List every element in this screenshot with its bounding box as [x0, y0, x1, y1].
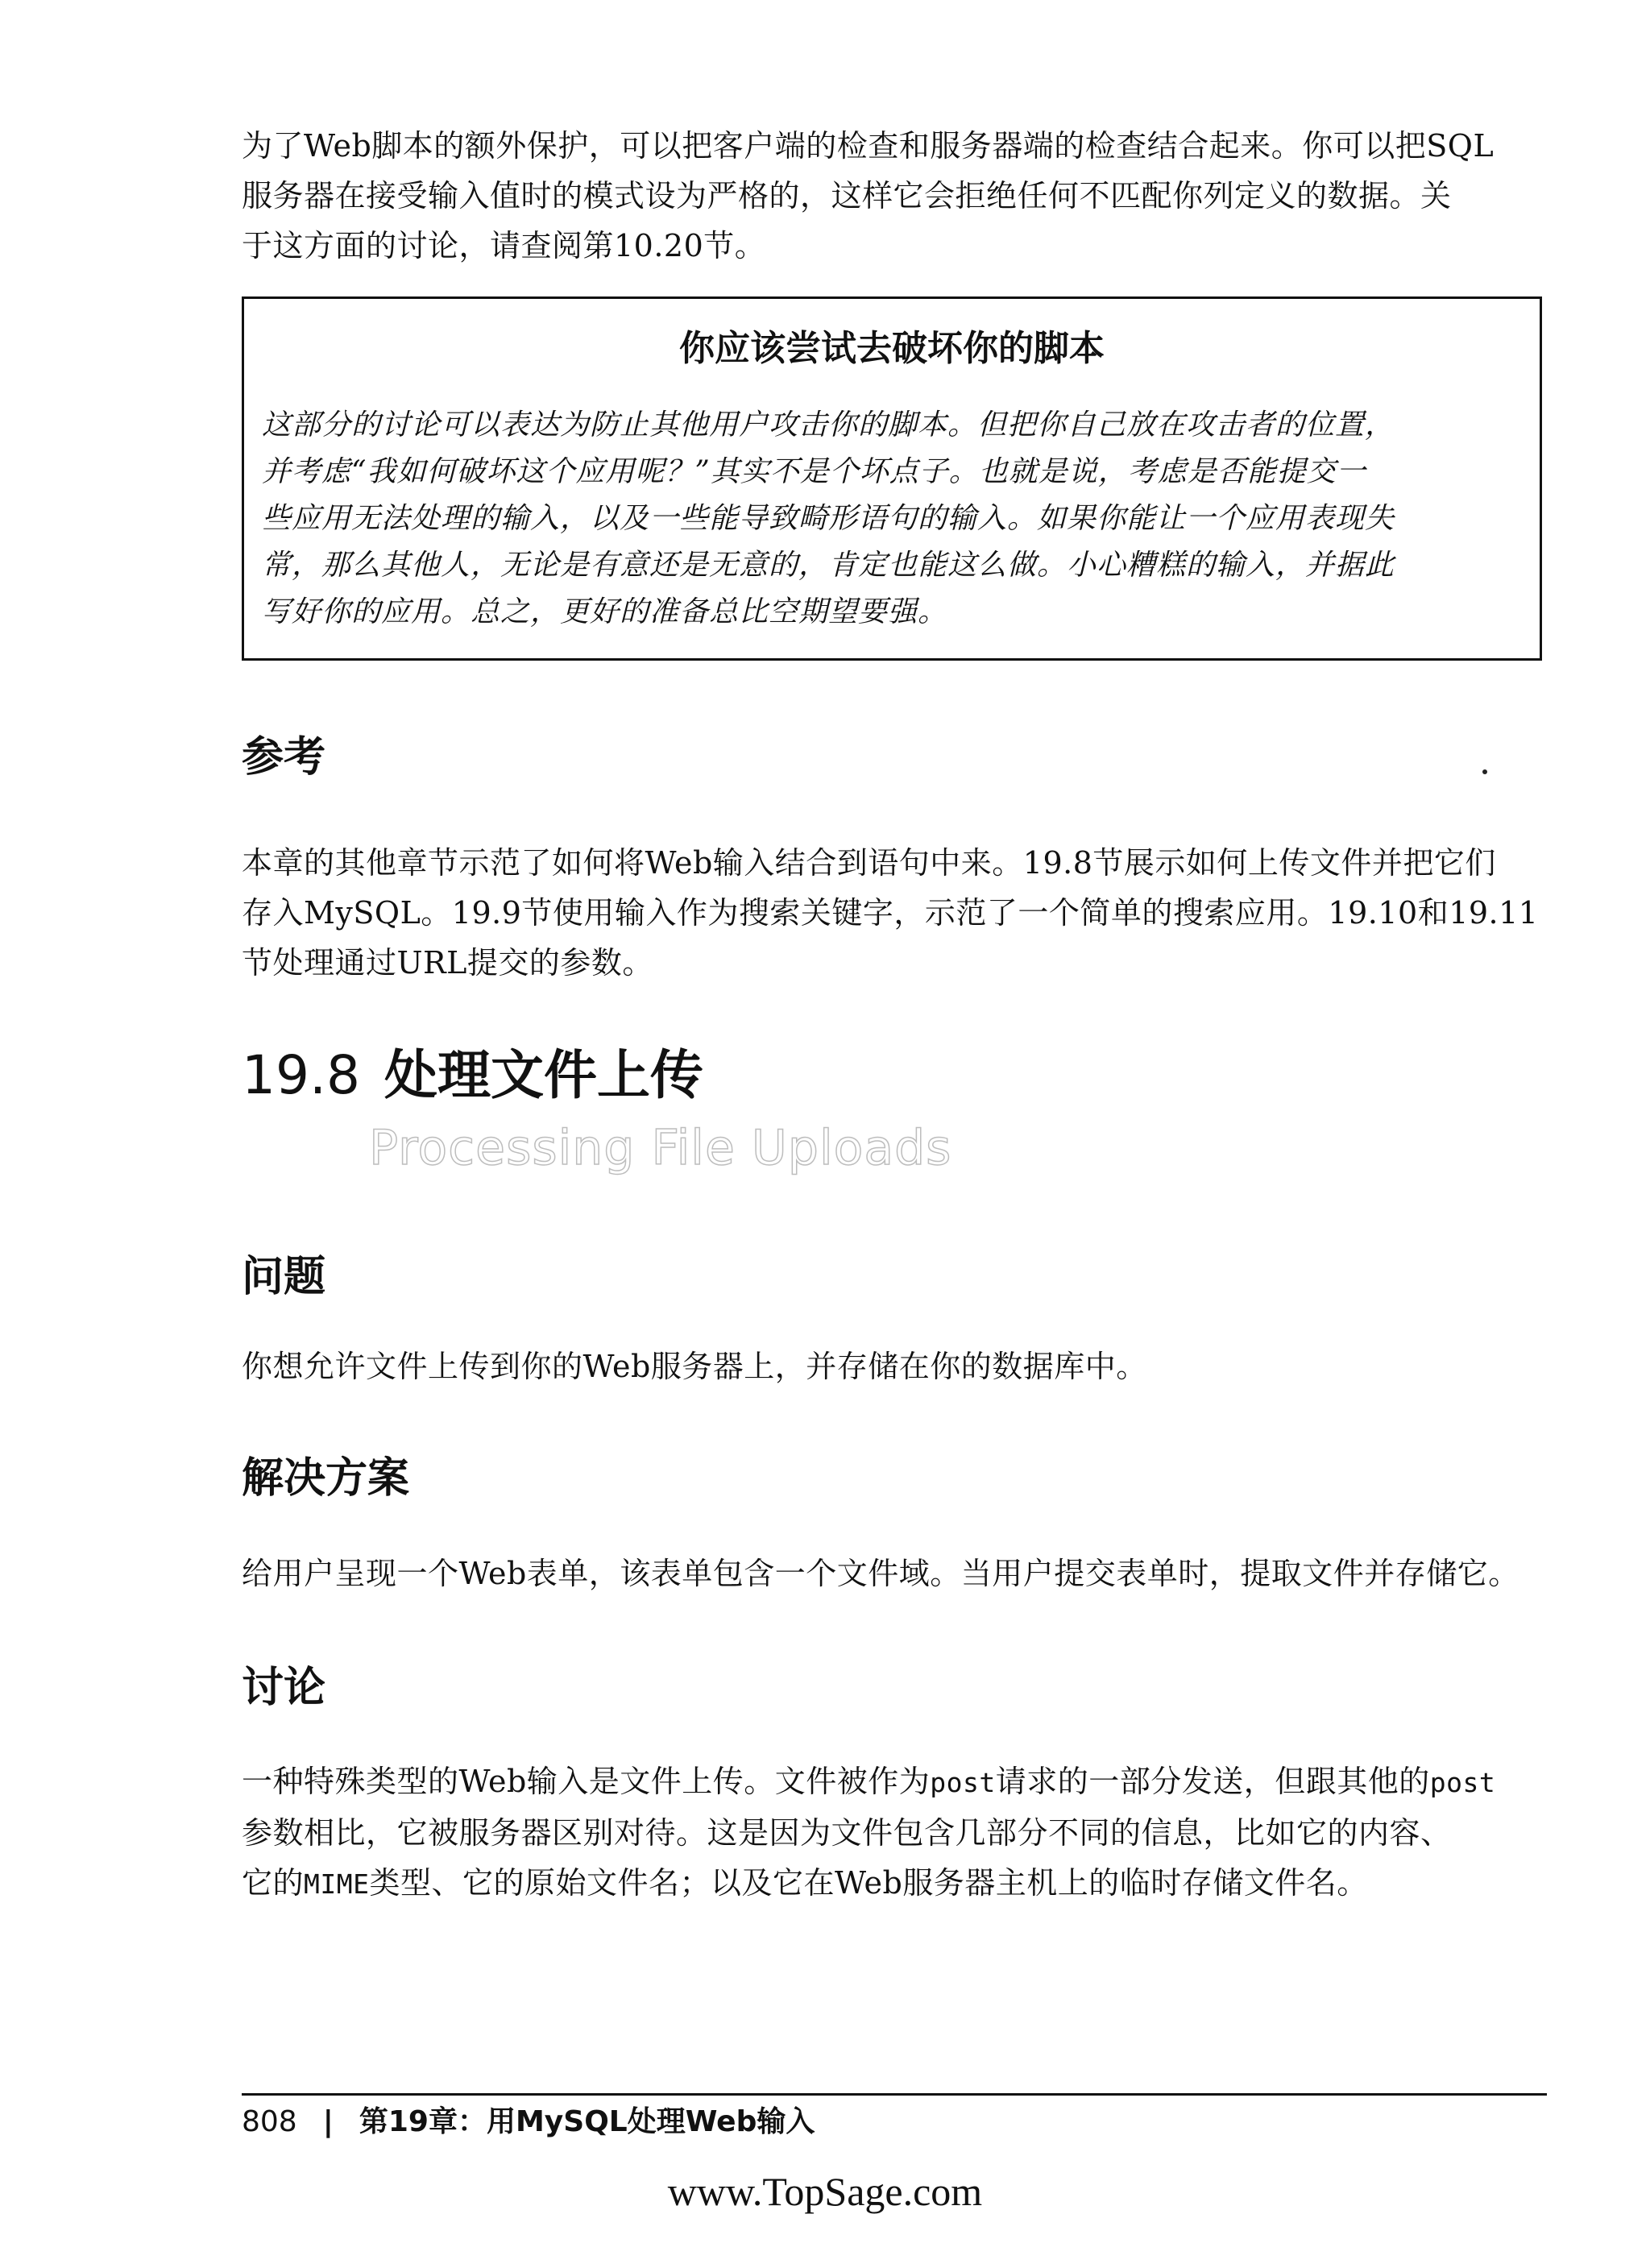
code-mime: MIME: [304, 1868, 370, 1900]
problem-paragraph: [242, 1341, 1547, 1391]
discussion-heading: 讨论: [242, 1664, 326, 1712]
page-number: 808: [242, 2105, 297, 2138]
discussion-line-1-a: 一种特殊类型的Web输入是文件上传。文件被作为: [242, 1764, 931, 1799]
sidebar-line-1: 这部分的讨论可以表达为防止其他用户攻击你的脚本。但把你自己放在攻击者的位置，: [262, 408, 1395, 442]
sidebar-body: [262, 402, 1524, 636]
reference-line-1: 本章的其他章节示范了如何将Web输入结合到语句中来。19.8节展示如何上传文件并把它们: [242, 845, 1496, 881]
footer-separator: |: [322, 2105, 334, 2138]
sidebar-line-3: 些应用无法处理的输入，以及一些能导致畸形语句的输入。如果你能让一个应用表现失: [262, 502, 1395, 535]
solution-text: 给用户呈现一个Web表单，该表单包含一个文件域。当用户提交表单时，提取文件并存储它。: [242, 1556, 1519, 1591]
sidebar-title: 你应该尝试去破坏你的脚本: [679, 328, 1105, 369]
problem-heading: 问题: [242, 1253, 326, 1301]
solution-heading: 解决方案: [242, 1454, 410, 1503]
problem-text: 你想允许文件上传到你的Web服务器上，并存储在你的数据库中。: [242, 1349, 1147, 1384]
discussion-line-1: [242, 1756, 1547, 1808]
footer-chapter: 第19章：用MySQL处理Web输入: [359, 2105, 815, 2138]
intro-paragraph: [242, 121, 1547, 271]
scan-speck: [1482, 769, 1487, 774]
code-post-2: post: [1429, 1767, 1496, 1798]
footer-rule: [242, 2093, 1547, 2096]
reference-line-2: 存入MySQL。19.9节使用输入作为搜索关键字，示范了一个简单的搜索应用。19.10和19.11: [242, 895, 1539, 931]
section-english-title: Processing File Uploads: [369, 1120, 952, 1176]
discussion-line-2: 参数相比，它被服务器区别对待。这是因为文件包含几部分不同的信息，比如它的内容、: [242, 1815, 1452, 1851]
section-number: 19.8: [242, 1044, 360, 1106]
section-title: 处理文件上传: [383, 1044, 703, 1106]
discussion-line-1-b: 请求的一部分发送，但跟其他的: [995, 1764, 1430, 1799]
page-footer: [242, 2100, 815, 2145]
sidebar-line-2: 并考虑“我如何破坏这个应用呢？”其实不是个坏点子。也就是说，考虑是否能提交一: [262, 455, 1366, 488]
intro-line-2: 服务器在接受输入值时的模式设为严格的，这样它会拒绝任何不匹配你列定义的数据。关: [242, 178, 1452, 214]
sidebar-line-5: 写好你的应用。总之，更好的准备总比空期望要强。: [262, 595, 948, 628]
discussion-line-3-a: 它的: [242, 1865, 305, 1901]
intro-line-1: 为了Web脚本的额外保护，可以把客户端的检查和服务器端的检查结合起来。你可以把SQL: [242, 128, 1495, 164]
code-post-1: post: [930, 1767, 996, 1798]
discussion-line-3-b: 类型、它的原始文件名；以及它在Web服务器主机上的临时存储文件名。: [369, 1865, 1368, 1901]
discussion-paragraph: [242, 1756, 1547, 1909]
intro-line-3: 于这方面的讨论，请查阅第10.20节。: [242, 228, 766, 263]
document-page: [242, 0, 1547, 2268]
reference-paragraph: [242, 838, 1547, 988]
solution-paragraph: [242, 1549, 1547, 1598]
section-heading: [242, 1039, 703, 1112]
sidebar-line-4: 常，那么其他人，无论是有意还是无意的，肯定也能这么做。小心糟糕的输入，并据此: [262, 549, 1395, 582]
reference-line-3: 节处理通过URL提交的参数。: [242, 945, 653, 981]
sidebar-box: [242, 296, 1542, 661]
reference-heading: 参考: [242, 733, 326, 782]
discussion-line-3: [242, 1858, 1547, 1909]
watermark: www.TopSage.com: [667, 2169, 983, 2214]
